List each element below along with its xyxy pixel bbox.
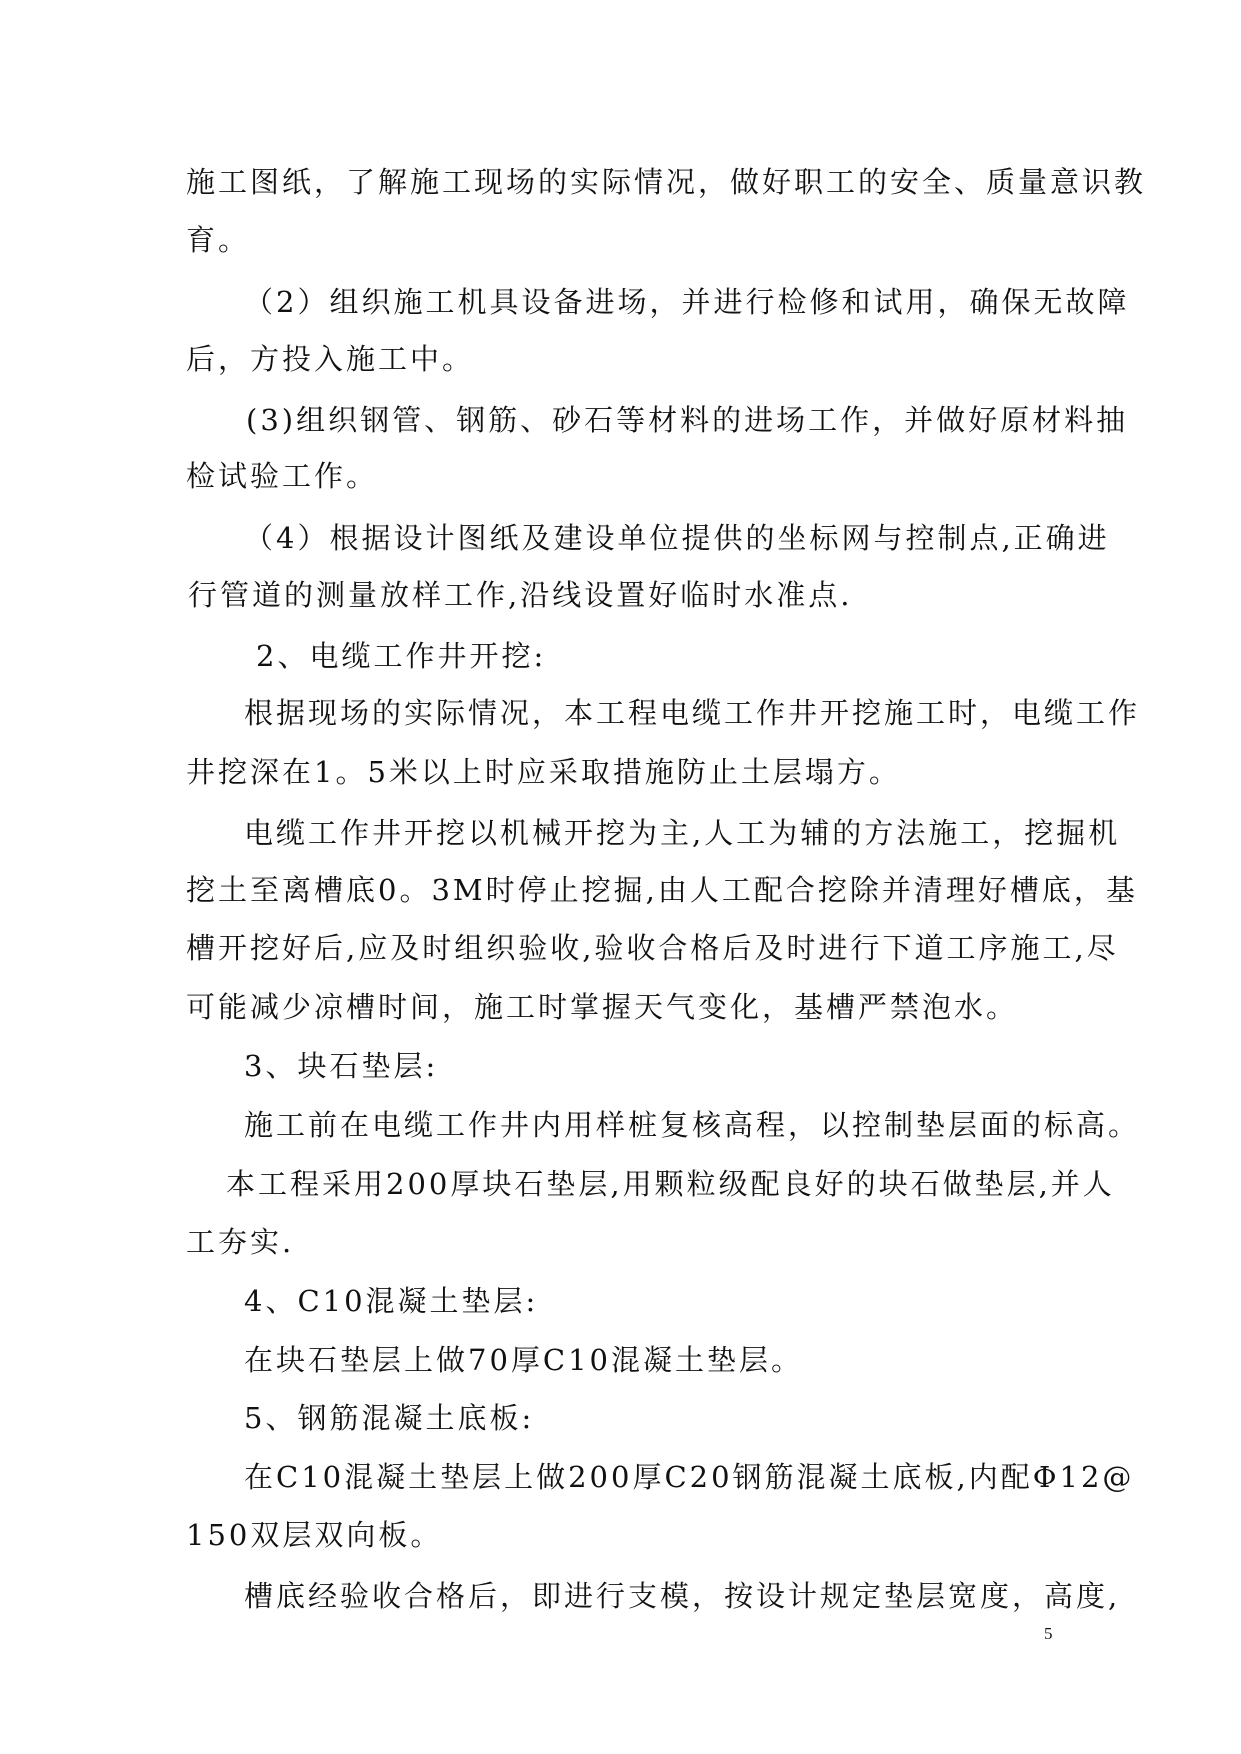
- text-line-6: 检试验工作。: [186, 459, 379, 493]
- text-line-25: 槽底经验收合格后，即进行支模，按设计规定垫层宽度，高度,: [244, 1579, 1121, 1613]
- text-line-10: 根据现场的实际情况，本工程电缆工作井开挖施工时，电缆工作: [244, 696, 1141, 730]
- text-line-11: 井挖深在1。5米以上时应采取措施防止土层塌方。: [186, 755, 901, 789]
- text-line-3: （2）组织施工机具设备进场，并进行检修和试用，确保无故障: [244, 285, 1130, 319]
- text-line-24: 150双层双向板。: [186, 1518, 443, 1552]
- text-line-23: 在C10混凝土垫层上做200厚C20钢筋混凝土底板,内配Φ12@: [244, 1460, 1135, 1494]
- page-number: 5: [1044, 1624, 1053, 1643]
- text-line-21: 在块石垫层上做70厚C10混凝土垫层。: [244, 1343, 803, 1377]
- text-line-18: 本工程采用200厚块石垫层,用颗粒级配良好的块石做垫层,并人: [226, 1167, 1115, 1201]
- text-line-19: 工夯实.: [186, 1225, 295, 1259]
- text-line-5: (3)组织钢管、钢筋、砂石等材料的进场工作，并做好原材料抽: [246, 403, 1129, 437]
- text-line-12: 电缆工作井开挖以机械开挖为主,人工为辅的方法施工，挖掘机: [244, 816, 1121, 850]
- text-line-16: 3、块石垫层:: [244, 1049, 439, 1083]
- text-line-13: 挖土至离槽底0。3M时停止挖掘,由人工配合挖除并清理好槽底，基: [186, 873, 1138, 907]
- text-line-20: 4、C10混凝土垫层:: [244, 1284, 539, 1318]
- text-line-15: 可能减少凉槽时间，施工时掌握天气变化，基槽严禁泡水。: [186, 990, 1019, 1024]
- text-line-14: 槽开挖好后,应及时组织验收,验收合格后及时进行下道工序施工,尽: [186, 931, 1119, 965]
- text-line-1: 施工图纸，了解施工现场的实际情况，做好职工的安全、质量意识教: [186, 165, 1147, 199]
- text-line-4: 后，方投入施工中。: [186, 342, 475, 376]
- text-line-17: 施工前在电缆工作井内用样桩复核高程，以控制垫层面的标高。: [244, 1108, 1141, 1142]
- text-line-22: 5、钢筋混凝土底板:: [244, 1401, 535, 1435]
- text-line-9: 2、电缆工作井开挖:: [256, 639, 547, 673]
- text-line-8: 行管道的测量放样工作,沿线设置好临时水准点.: [188, 578, 853, 612]
- text-line-7: （4）根据设计图纸及建设单位提供的坐标网与控制点,正确进: [244, 521, 1110, 555]
- text-line-2: 育。: [186, 223, 251, 257]
